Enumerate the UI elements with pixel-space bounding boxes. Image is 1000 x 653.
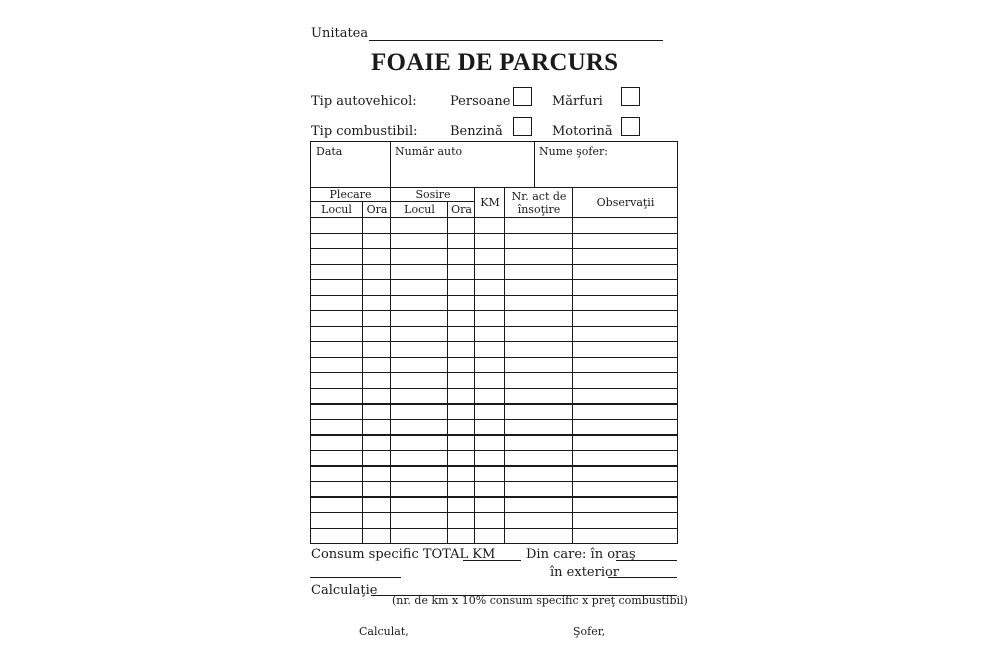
vehicle-type-label: Tip autovehicol:	[311, 94, 417, 109]
table-row[interactable]	[311, 513, 677, 528]
document-title: FOAIE DE PARCURS	[371, 49, 619, 76]
table-row[interactable]	[311, 311, 677, 326]
unit-input-line[interactable]	[369, 40, 663, 41]
outside-km-label: în exterior	[550, 565, 620, 580]
table-row[interactable]	[311, 420, 677, 435]
calculation-label: Calculaţie	[311, 583, 378, 598]
table-row[interactable]	[311, 373, 677, 388]
outside-km-line[interactable]	[608, 577, 677, 578]
car-number-label: Număr auto	[395, 145, 463, 158]
arrival-place-header: Locul	[404, 203, 435, 216]
petrol-label: Benzină	[450, 124, 503, 139]
table-row[interactable]	[311, 497, 677, 512]
diesel-label: Motorină	[552, 124, 613, 139]
departure-place-header: Locul	[321, 203, 352, 216]
petrol-checkbox[interactable]	[513, 117, 532, 136]
table-row[interactable]	[311, 234, 677, 249]
table-row[interactable]	[311, 389, 677, 404]
table-row[interactable]	[311, 358, 677, 373]
table-row[interactable]	[311, 404, 677, 419]
remarks-header: Observaţii	[596, 196, 655, 209]
fuel-type-label: Tip combustibil:	[311, 124, 418, 139]
total-km-label: Consum specific TOTAL KM	[311, 547, 496, 562]
table-row[interactable]	[311, 218, 677, 233]
table-row[interactable]	[311, 435, 677, 450]
total-km-value-line[interactable]	[310, 577, 401, 578]
table-row[interactable]	[311, 342, 677, 357]
total-km-line[interactable]	[463, 560, 521, 561]
date-label: Data	[316, 145, 343, 158]
passenger-checkbox[interactable]	[513, 87, 532, 106]
table-row[interactable]	[311, 466, 677, 481]
departure-header: Plecare	[329, 188, 372, 201]
goods-label: Mărfuri	[552, 94, 603, 109]
passenger-label: Persoane	[450, 94, 511, 109]
table-row[interactable]	[311, 265, 677, 280]
unit-label: Unitatea	[311, 26, 369, 41]
table-row[interactable]	[311, 296, 677, 311]
driver-name-label: Nume şofer:	[539, 145, 608, 158]
km-header: KM	[480, 196, 500, 209]
arrival-time-header: Ora	[451, 203, 472, 216]
document-header-line1: Nr. act de	[511, 190, 567, 203]
date-field[interactable]	[311, 157, 389, 186]
table-row[interactable]	[311, 249, 677, 264]
calculated-by-label: Calculat,	[359, 625, 409, 638]
table-row[interactable]	[311, 280, 677, 295]
driver-name-field[interactable]	[536, 157, 676, 186]
calculation-hint: (nr. de km x 10% consum specific x preţ combustibil)	[392, 594, 688, 607]
table-row[interactable]	[311, 482, 677, 497]
table-row[interactable]	[311, 451, 677, 466]
driver-signature-label: Şofer,	[573, 625, 606, 638]
city-km-line[interactable]	[616, 560, 677, 561]
city-km-label: Din care: în oraş	[526, 547, 636, 562]
arrival-header: Sosire	[415, 188, 451, 201]
departure-time-header: Ora	[366, 203, 388, 216]
table-row[interactable]	[311, 529, 677, 544]
diesel-checkbox[interactable]	[621, 117, 640, 136]
document-header-line2: însoţire	[517, 203, 561, 216]
table-row[interactable]	[311, 327, 677, 342]
car-number-field[interactable]	[392, 157, 533, 186]
goods-checkbox[interactable]	[621, 87, 640, 106]
